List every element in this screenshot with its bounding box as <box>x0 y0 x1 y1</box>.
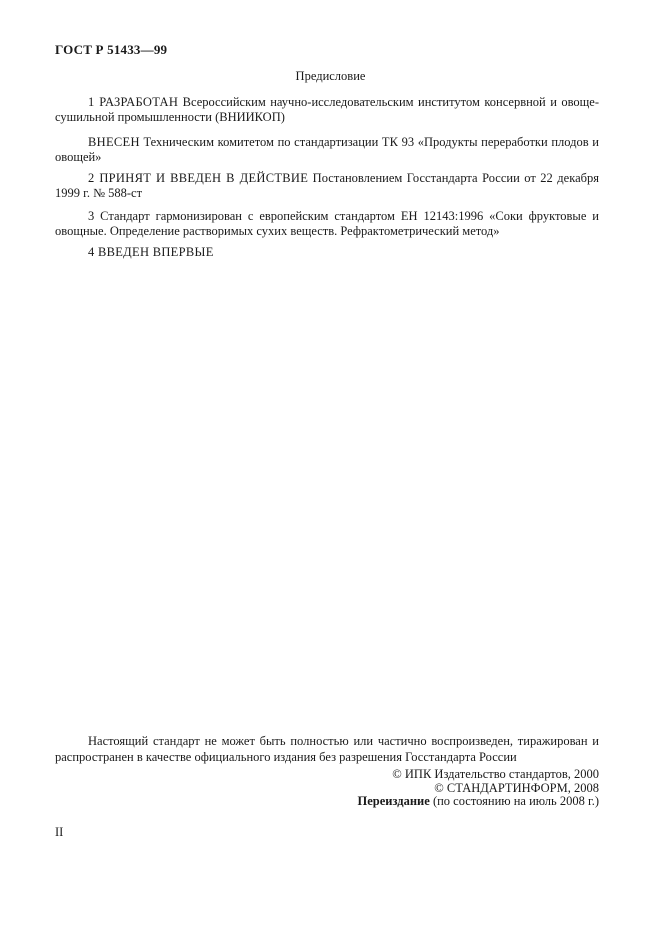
reissue-label: Переиздание <box>357 794 430 808</box>
preface-item-1b-text: Техническим комитетом по стандартизации ТК 93 «Продукты переработки плодов и овощей» <box>55 135 599 164</box>
preface-item-4: 4 ВВЕДЕН ВПЕРВЫЕ <box>88 245 214 259</box>
preface-item-2-text: Постановлением Госстандарта России от 22 декабря 1999 г. № 588-ст <box>55 171 599 200</box>
reissue-text: (по состоянию на июль 2008 г.) <box>429 794 599 808</box>
reproduction-notice: Настоящий стандарт не может быть полностью или частично воспроизведен, тиражирован и распространен в качестве официального издания без разрешения Госстандарта России <box>55 734 599 764</box>
preface-item-2-label: 2 ПРИНЯТ И ВВЕДЕН В ДЕЙСТВИЕ <box>88 171 309 185</box>
copyright-line-1: © ИПК Издательство стандартов, 2000 <box>392 767 599 781</box>
page-number: II <box>55 825 64 839</box>
preface-item-2 <box>55 171 599 201</box>
preface-item-1-submitted <box>55 135 599 165</box>
preface-item-1-label: 1 РАЗРАБОТАН <box>88 95 179 109</box>
preface-item-3: 3 Стандарт гармонизирован с европейским стандартом ЕН 12143:1996 «Соки фруктовые и овощные. Определение растворимых сухих веществ. Рефрактометрический метод» <box>55 209 599 238</box>
copyright-line-2: © СТАНДАРТИНФОРМ, 2008 <box>434 780 599 795</box>
reissue-line <box>358 795 599 809</box>
standard-code: ГОСТ Р 51433—99 <box>55 42 168 57</box>
copyright-block <box>358 768 599 809</box>
preface-title: Предисловие <box>295 69 366 83</box>
preface-item-1-text: Всероссийским научно-исследовательским институтом консервной и овоще-сушильной промышленности (ВНИИКОП) <box>55 95 599 124</box>
preface-item-1 <box>55 95 599 125</box>
preface-item-1b-label: ВНЕСЕН <box>88 135 140 149</box>
